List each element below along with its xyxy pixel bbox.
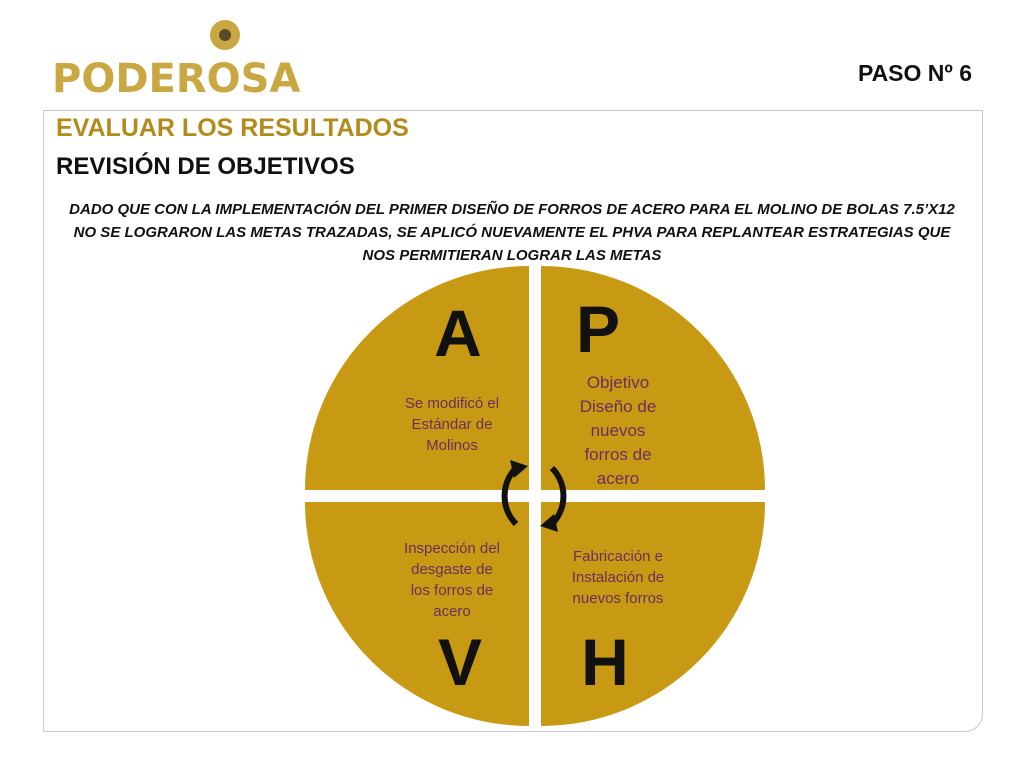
quadrant-a [305, 266, 529, 490]
quadrant-p-letter: P [575, 292, 621, 366]
quadrant-v-text: Inspección del desgaste de los forros de acero [404, 540, 500, 620]
brand-name: PODEROSA [52, 56, 301, 102]
quadrant-a-letter: A [434, 296, 482, 370]
quadrant-p [541, 266, 765, 490]
quadrant-p-text: Objetivo Diseño de nuevos forros de acero [579, 373, 657, 488]
quadrant-h-letter: H [581, 625, 629, 699]
step-label: PASO Nº 6 [857, 60, 972, 86]
description-text: DADO QUE CON LA IMPLEMENTACIÓN DEL PRIMER DISEÑO DE FORROS DE ACERO PARA EL MOLINO DE BOLAS 7.5’X12 NO SE LOGRARON LAS METAS TRAZADAS, SE APLICÓ NUEVAMENTE EL PHVA PARA REPLANTEAR ESTRATEGIAS QUE NOS PERMITIERAN LOGRAR LAS METAS [69, 201, 955, 264]
quadrant-v [305, 502, 529, 726]
section-title: EVALUAR LOS RESULTADOS [56, 114, 409, 142]
quadrant-h [541, 502, 765, 726]
section-subtitle: REVISIÓN DE OBJETIVOS [56, 153, 355, 180]
quadrant-a-text: Se modificó el Estándar de Molinos [404, 395, 500, 454]
quadrant-h-text: Fabricación e Instalación de nuevos forros [571, 548, 665, 607]
quadrant-v-letter: V [437, 625, 483, 699]
cycle-arrows-icon [505, 460, 564, 532]
